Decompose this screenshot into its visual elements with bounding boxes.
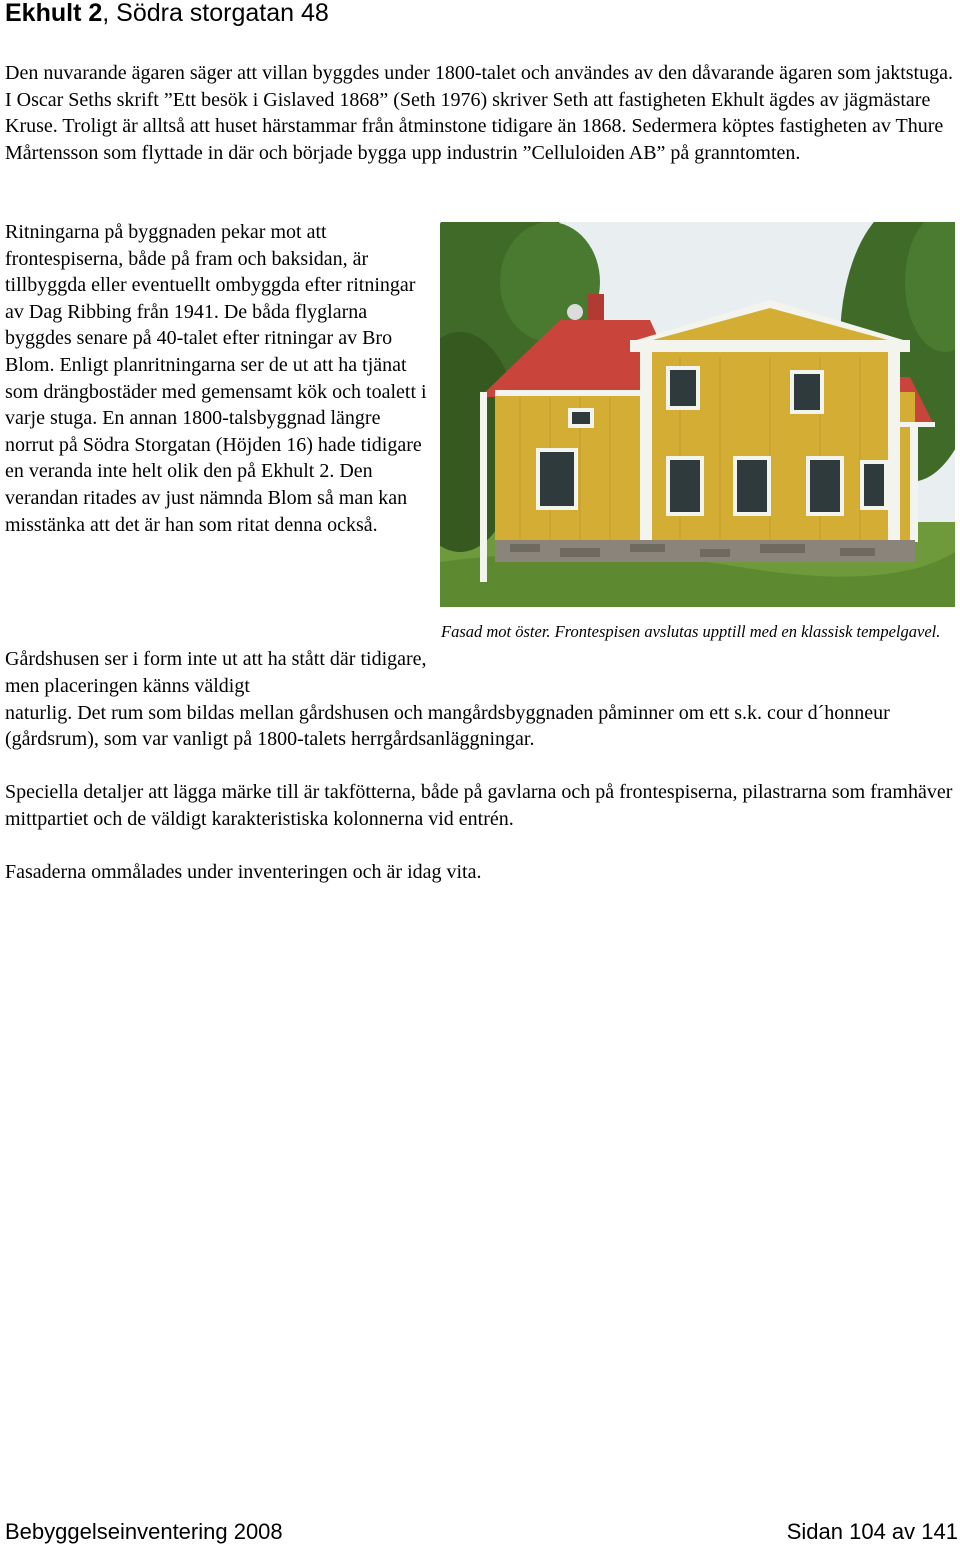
footer-page-number: Sidan 104 av 141 xyxy=(786,1519,958,1544)
page-title xyxy=(5,0,329,28)
paragraph-facades: Fasaderna ommålades under inventeringen och är idag vita. xyxy=(5,861,482,883)
paragraph-details: Speciella detaljer att lägga märke till är takfötterna, både på gavlarna och på frontespiserna, pilastrarna som framhäver mittpartiet och de väldigt karakteristiska kolonnerna vid entrén. xyxy=(5,781,953,830)
photo-caption: Fasad mot öster. Frontespisen avslutas upptill med en klassisk tempelgavel. xyxy=(441,622,941,641)
paragraph-drawings: Ritningarna på byggnaden pekar mot att frontespiserna, både på fram och baksidan, är tillbyggda eller eventuellt ombyggda efter ritningar av Dag Ribbing från 1941. De båda flyglarna byggdes senare på 40-talet efter ritningar av Bro Blom. Enligt planritningarna ser de ut att ha tjänat som drängbostäder med gemensamt kök och toalett i varje stuga. En annan 1800-talsbyggnad längre norrut på Södra Storgatan (Höjden 16) hade tidigare en veranda inte helt olik den på Ekhult 2. Den verandan ritades av just nämnda Blom så man kan misstänka att det är han som ritat denna också. xyxy=(5,221,427,536)
paragraph-courtyard-rest: naturlig. Det rum som bildas mellan gårdshusen och mangårdsbyggnaden påminner om ett s.k. cour d´honneur (gårdsrum), som var vanligt på 1800-talets herrgårdsanläggningar. xyxy=(5,701,890,751)
house-photo xyxy=(440,222,955,607)
paragraph-history: Den nuvarande ägaren säger att villan byggdes under 1800-talet och användes av den dåvarande ägaren som jaktstuga. I Oscar Seths skrift ”Ett besök i Gislaved 1868” (Seth 1976) skriver Seth att fastigheten Ekhult ägdes av jägmästare Kruse. Troligt är alltså att huset härstammar från åtminstone tidigare än 1868. Sedermera köptes fastigheten av Thure Mårtensson som flyttade in där och började bygga upp industrin ”Celluloiden AB” på granntomten. xyxy=(5,62,953,164)
property-address: , Södra storgatan 48 xyxy=(102,0,329,27)
property-name: Ekhult 2 xyxy=(5,0,103,27)
paragraph-courtyard-start: Gårdshusen ser i form inte ut att ha stått där tidigare, men placeringen känns väldigt xyxy=(5,648,427,697)
footer-report-title: Bebyggelseinventering 2008 xyxy=(5,1519,283,1544)
